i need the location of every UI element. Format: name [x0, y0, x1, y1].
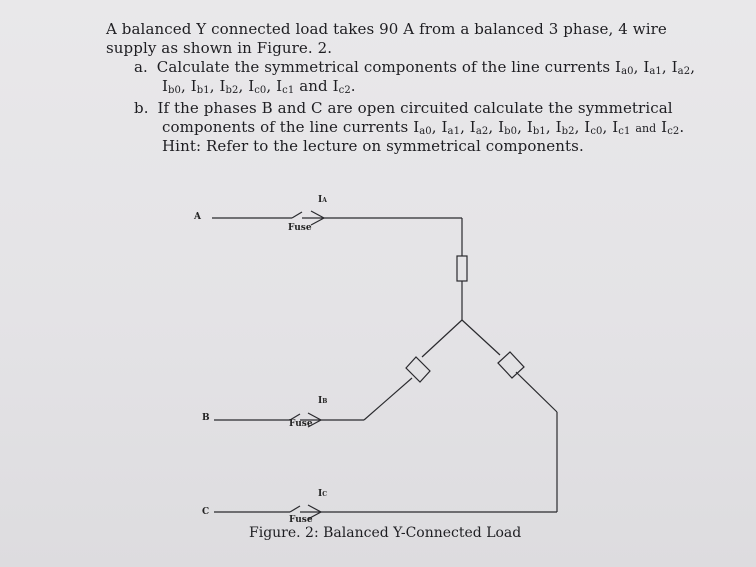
part-a-marker: a. [134, 58, 148, 76]
current-a-label: IA [318, 195, 327, 205]
fuse-a-symbol [292, 212, 302, 218]
fuse-c-label: Fuse [289, 515, 313, 525]
problem-line-2: supply as shown in Figure. 2. [106, 39, 333, 57]
current-c-label: IC [318, 489, 327, 499]
phase-c-lead-mid [516, 372, 557, 412]
node-b-label: B [202, 413, 210, 423]
fuse-b-label: Fuse [289, 419, 313, 429]
part-b-line-2: components of the line currents $I_{a0}$, $I_{a1}$, $I_{a2}$, $I_{b0}$, $I_{b1}$, $I_{b2}$, $I_{c0}$, $I_{c1}$ and $I_{c2}$. [162, 118, 685, 137]
part-b-prefix: components of the line currents [162, 118, 414, 136]
part-a-text: Calculate the symmetrical components of the line currents [156, 58, 616, 76]
part-a-line-2: $I_{b0}$, $I_{b1}$, $I_{b2}$, $I_{c0}$, $I_{c1}$ and $I_{c2}$. [162, 77, 356, 96]
hint-line: Hint: Refer to the lecture on symmetrical components. [162, 137, 584, 155]
current-b-label: IB [318, 396, 328, 406]
phase-c-lead-top [462, 320, 500, 355]
node-c-label: C [202, 507, 210, 517]
impedance-phase-a [457, 256, 467, 281]
impedance-phase-b [406, 357, 430, 382]
figure-caption: Figure. 2: Balanced Y-Connected Load [249, 525, 522, 541]
phase-b-lead-bottom [364, 378, 412, 420]
problem-line-1: A balanced Y connected load takes 90 A from a balanced 3 phase, 4 wire [106, 20, 667, 38]
fuse-a-label: Fuse [288, 223, 312, 233]
part-b-text: If the phases B and C are open circuited calculate the symmetrical [157, 99, 673, 117]
node-a-label: A [194, 212, 201, 222]
phase-b-lead-top [422, 320, 462, 357]
part-b-marker: b. [134, 99, 149, 117]
part-a-currents-1: $I_{a0}$, $I_{a1}$, $I_{a2}$, [615, 58, 696, 77]
fuse-c-symbol [290, 506, 300, 512]
impedance-phase-c [498, 352, 524, 378]
